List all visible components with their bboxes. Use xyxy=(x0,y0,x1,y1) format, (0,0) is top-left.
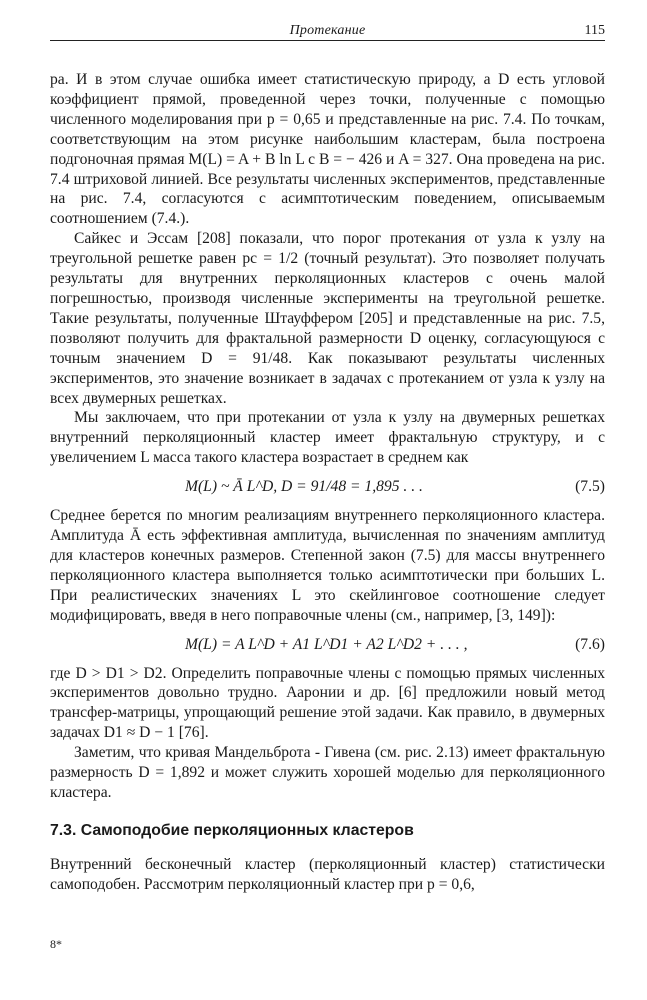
equation-7-6-number: (7.6) xyxy=(575,635,605,653)
equation-7-5 xyxy=(50,472,605,502)
paragraph-5: где D > D1 > D2. Определить поправочные члены с помощью прямых численных экспериментов довольно трудно. Ааронии и др. [6] предложили новый метод трансфер-матрицы, упрощающий решение этой задачи. Как правило, в двумерных задачах D1 ≈ D − 1 [76]. xyxy=(50,664,605,742)
equation-7-6 xyxy=(50,630,605,660)
equation-7-5-body: M(L) ~ Ā L^D, D = 91/48 = 1,895 . . . xyxy=(185,478,423,496)
equation-7-5-number: (7.5) xyxy=(575,478,605,496)
section-heading: 7.3. Самоподобие перколяционных кластеров xyxy=(50,821,414,839)
paragraph-3: Мы заключаем, что при протекании от узла к узлу на двумерных решетках внутренний перколяционный кластер имеет фрактальную структуру, и с увеличением L масса такого кластера возрастает в среднем как xyxy=(50,409,605,467)
equation-7-6-body: M(L) = A L^D + A1 L^D1 + A2 L^D2 + . . . , xyxy=(185,635,468,653)
signature-mark: 8* xyxy=(50,937,62,951)
page-body xyxy=(50,70,605,895)
paragraph-1: ра. И в этом случае ошибка имеет статистическую природу, а D есть угловой коэффициент прямой, проведенной через точки, полученные с помощью численного моделирования при p = 0,65 и представленные на рис. 7.4. По точкам, соответствующим на этом рисунке наибольшим кластерам, была построена подгоночная прямая M(L) = A + B ln L с B = − 426 и A = 327. Она проведена на рис. 7.4 штриховой линией. Все результаты численных экспериментов, представленные на рис. 7.4, согласуются с асимптотическим поведением, описываемым соотношением (7.4.). xyxy=(50,71,605,228)
page-header xyxy=(50,18,605,41)
paragraph-2: Сайкес и Эссам [208] показали, что порог протекания от узла к узлу на треугольной решетке равен pc = 1/2 (точный результат). Это позволяет получать результаты для внутренних перколяционных кластеров с очень малой погрешностью, производя численные эксперименты на треугольной решетке. Такие результаты, полученные Штауффером [205] и представленные на рис. 7.5, позволяют получить для фрактальной размерности D оценку, согласующуюся с точным значением D = 91/48. Как показывают результаты численных экспериментов, это значение возникает в задачах с протеканием от узла к узлу на всех двумерных решетках. xyxy=(50,230,605,407)
paragraph-7: Внутренний бесконечный кластер (перколяционный кластер) статистически самоподобен. Рассмотрим перколяционный кластер при p = 0,6, xyxy=(50,855,605,893)
running-title: Протекание xyxy=(289,23,366,38)
page-number: 115 xyxy=(584,23,605,38)
paragraph-6: Заметим, что кривая Мандельброта - Гивена (см. рис. 2.13) имеет фрактальную размерность D = 1,892 и может служить хорошей моделью для перколяционного кластера. xyxy=(50,744,605,801)
paragraph-4: Среднее берется по многим реализациям внутреннего перколяционного кластера. Амплитуда Ā есть эффективная амплитуда, вычисленная по значениям амплитуд для кластеров конечных размеров. Степенной закон (7.5) для массы внутреннего перколяционного кластера выполняется только асимптотически при больших L. При реалистических значениях L это скейлинговое соотношение следует модифицировать, введя в него поправочные члены (см., например, [3, 149]): xyxy=(50,507,605,624)
